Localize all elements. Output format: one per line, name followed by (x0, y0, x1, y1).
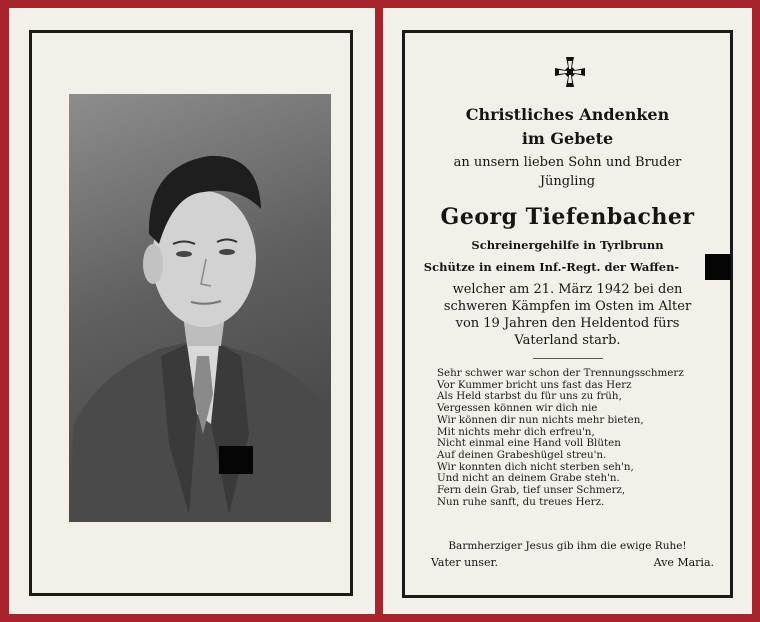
poem-line: Wir konnten dich nicht sterben seh'n, (437, 460, 634, 473)
poem-line: Auf deinen Grabeshügel streu'n. (437, 448, 607, 461)
poem-line: Vergessen können wir dich nie (437, 402, 598, 415)
header-subtitle: im Gebete (521, 129, 614, 148)
divider-line (533, 358, 603, 359)
header-title: Christliches Andenken (465, 105, 670, 124)
footer-ave-maria: Ave Maria. (653, 556, 714, 569)
death-line-3: von 19 Jahren den Heldentod fürs (455, 316, 680, 331)
poem-line: Als Held starbst du für uns zu früh, (437, 390, 622, 403)
poem-line: Mit nichts mehr dich erfreu'n, (437, 425, 595, 438)
poem-line: Wir können dir nun nichts mehr bieten, (437, 413, 644, 426)
poem-line: Nun ruhe sanft, du treues Herz. (437, 495, 605, 508)
memorial-poem (437, 368, 684, 508)
poem-line: Sehr schwer war schon der Trennungsschmerz (437, 367, 684, 379)
left-card-page (9, 8, 375, 614)
death-line-4: Vaterland starb. (514, 333, 621, 348)
poem-line: Und nicht an deinem Grabe steh'n. (437, 472, 620, 485)
right-card-page (383, 8, 752, 614)
poem-line: Nicht einmal eine Hand voll Blüten (437, 437, 621, 450)
death-line-1: welcher am 21. März 1942 bei den (452, 282, 683, 297)
unit-line: Schütze in einem Inf.-Regt. der Waffen- (423, 260, 680, 274)
censored-unit-block (705, 254, 731, 280)
occupation-line: Schreinergehilfe in Tyrlbrunn (471, 238, 664, 252)
poem-line: Fern dein Grab, tief unser Schmerz, (437, 484, 626, 497)
dedication-line: an unsern lieben Sohn und Bruder (453, 155, 682, 170)
poem-line: Vor Kummer bricht uns fast das Herz (437, 378, 632, 391)
iron-cross-icon (553, 55, 587, 89)
juengling-line: Jüngling (539, 174, 596, 189)
portrait-photo (69, 94, 331, 522)
prayer-line: Barmherziger Jesus gib ihm die ewige Ruhe! (448, 540, 687, 552)
death-line-2: schweren Kämpfen im Osten im Alter (443, 299, 692, 314)
censored-pin-block (219, 446, 253, 474)
deceased-name: Georg Tiefenbacher (440, 204, 695, 230)
footer-vater-unser: Vater unser. (431, 556, 499, 569)
